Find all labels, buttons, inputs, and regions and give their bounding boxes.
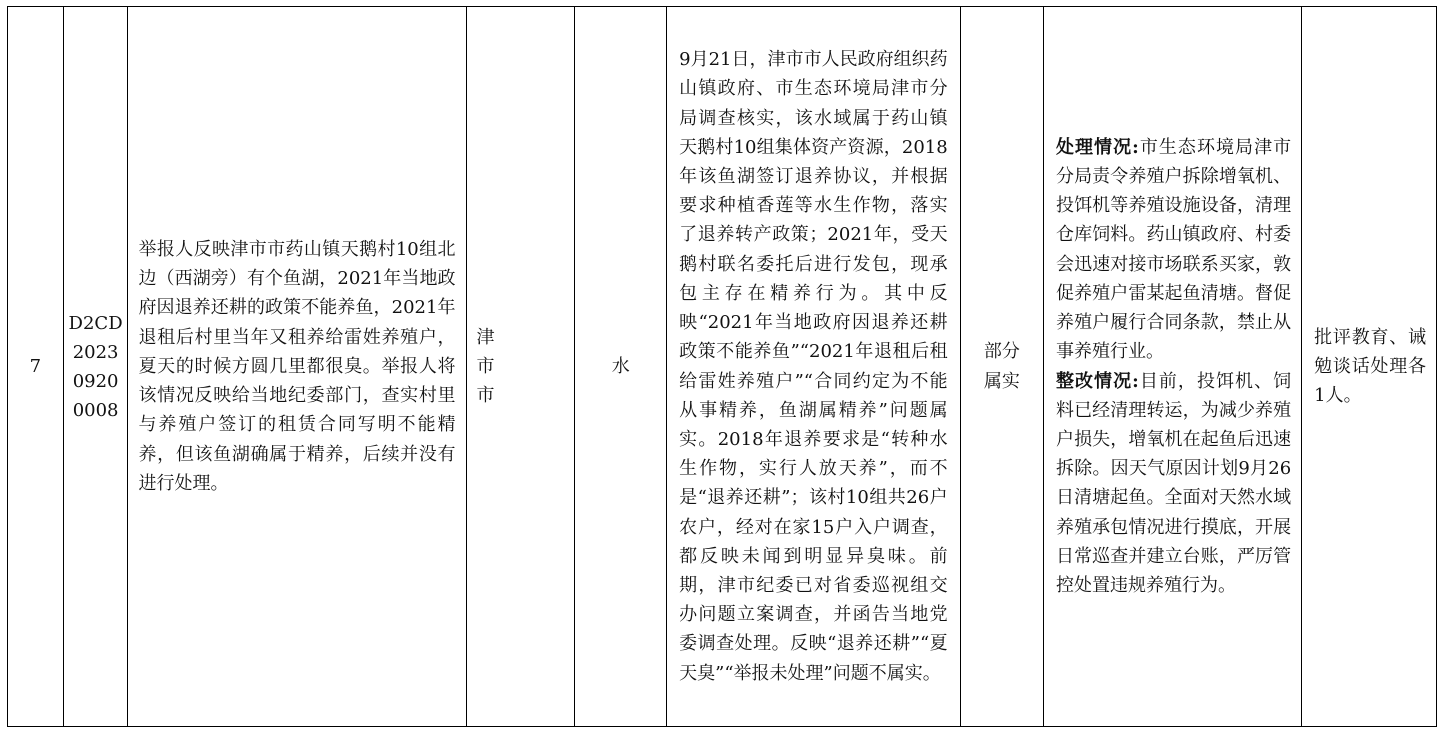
region-text: 津市市 [476,326,521,407]
handling-block [1044,133,1301,600]
handling-text: 市生态环境局津市分局责令养殖户拆除增氧机、投饵机等养殖设施设备，清理仓库饲料。药山镇政府、村委会迅速对接市场联系买家，敦促养殖户雷某起鱼清塘。督促养殖户履行合同条款，禁止从事养殖行业。 [1055,136,1292,363]
verification-result: 部分属实 [983,341,1020,392]
verification-result-cell [960,7,1043,727]
case-code-part: 0920 [72,370,119,392]
complaint-text: 举报人反映津市市药山镇天鹅村10组北边（西湖旁）有个鱼湖，2021年当地政府因退养还耕的政策不能养鱼，2021年退租后村里当年又租养给雷姓养殖户，夏天的时候方圆几里都很臭。举报人将该情况反映给当地纪委部门，查实村里与养殖户签订的租赁合同写明不能精养，但该鱼湖确属于精养，后续并没有进行处理。 [138,239,456,494]
case-code-part: D2CD [68,312,123,334]
investigation-cell [667,7,961,727]
rectify-text: 目前，投饵机、饲料已经清理转运，为减少养殖户损失，增氧机在起鱼后迅速拆除。因天气原因计划9月26日清塘起鱼。全面对天然水域养殖承包情况进行摸底，开展日常巡查并建立台账，严厉管控处置违规养殖行为。 [1055,370,1292,596]
row-index-cell [8,7,64,727]
accountability-cell [1302,7,1437,727]
region-cell [466,7,575,727]
case-code-cell [63,7,128,727]
accountability-text: 批评教育、诫勉谈话处理各1人。 [1314,326,1426,407]
handling-cell [1043,7,1301,727]
row-index: 7 [29,355,42,377]
complaint-cell [128,7,466,727]
rectify-label: 整改情况: [1055,370,1139,392]
handling-label: 处理情况: [1055,136,1139,158]
pollution-type-cell [575,7,667,727]
case-code-part: 2023 [72,341,119,363]
complaint-table [7,6,1437,727]
table-row [8,7,1437,727]
investigation-text: 9月21日，津市市人民政府组织药山镇政府、市生态环境局津市分局调查核实，该水域属于药山镇天鹅村10组集体资产资源，2018年该鱼湖签订退养协议，并根据要求种植香莲等水生作物，落实了退养转产政策；2021年，受天鹅村联名委托后进行发包，现承包主存在精养行为。其中反映“2021年当地政府因退养还耕政策不能养鱼”“2021年退租后租给雷姓养殖户”“合同约定为不能从事精养，鱼湖属精养”问题属实。2018年退养要求是“转种水生作物，实行人放天养”，而不是“退养还耕”；该村10组共26户农户，经对在家15户入户调查，都反映未闻到明显异臭味。前期，津市纪委已对省委巡视组交办问题立案调查，并函告当地党委调查处理。反映“退养还耕”“夏天臭”“举报未处理”问题不属实。 [679,49,948,684]
case-code-part: 0008 [72,399,119,421]
pollution-type: 水 [611,355,630,377]
